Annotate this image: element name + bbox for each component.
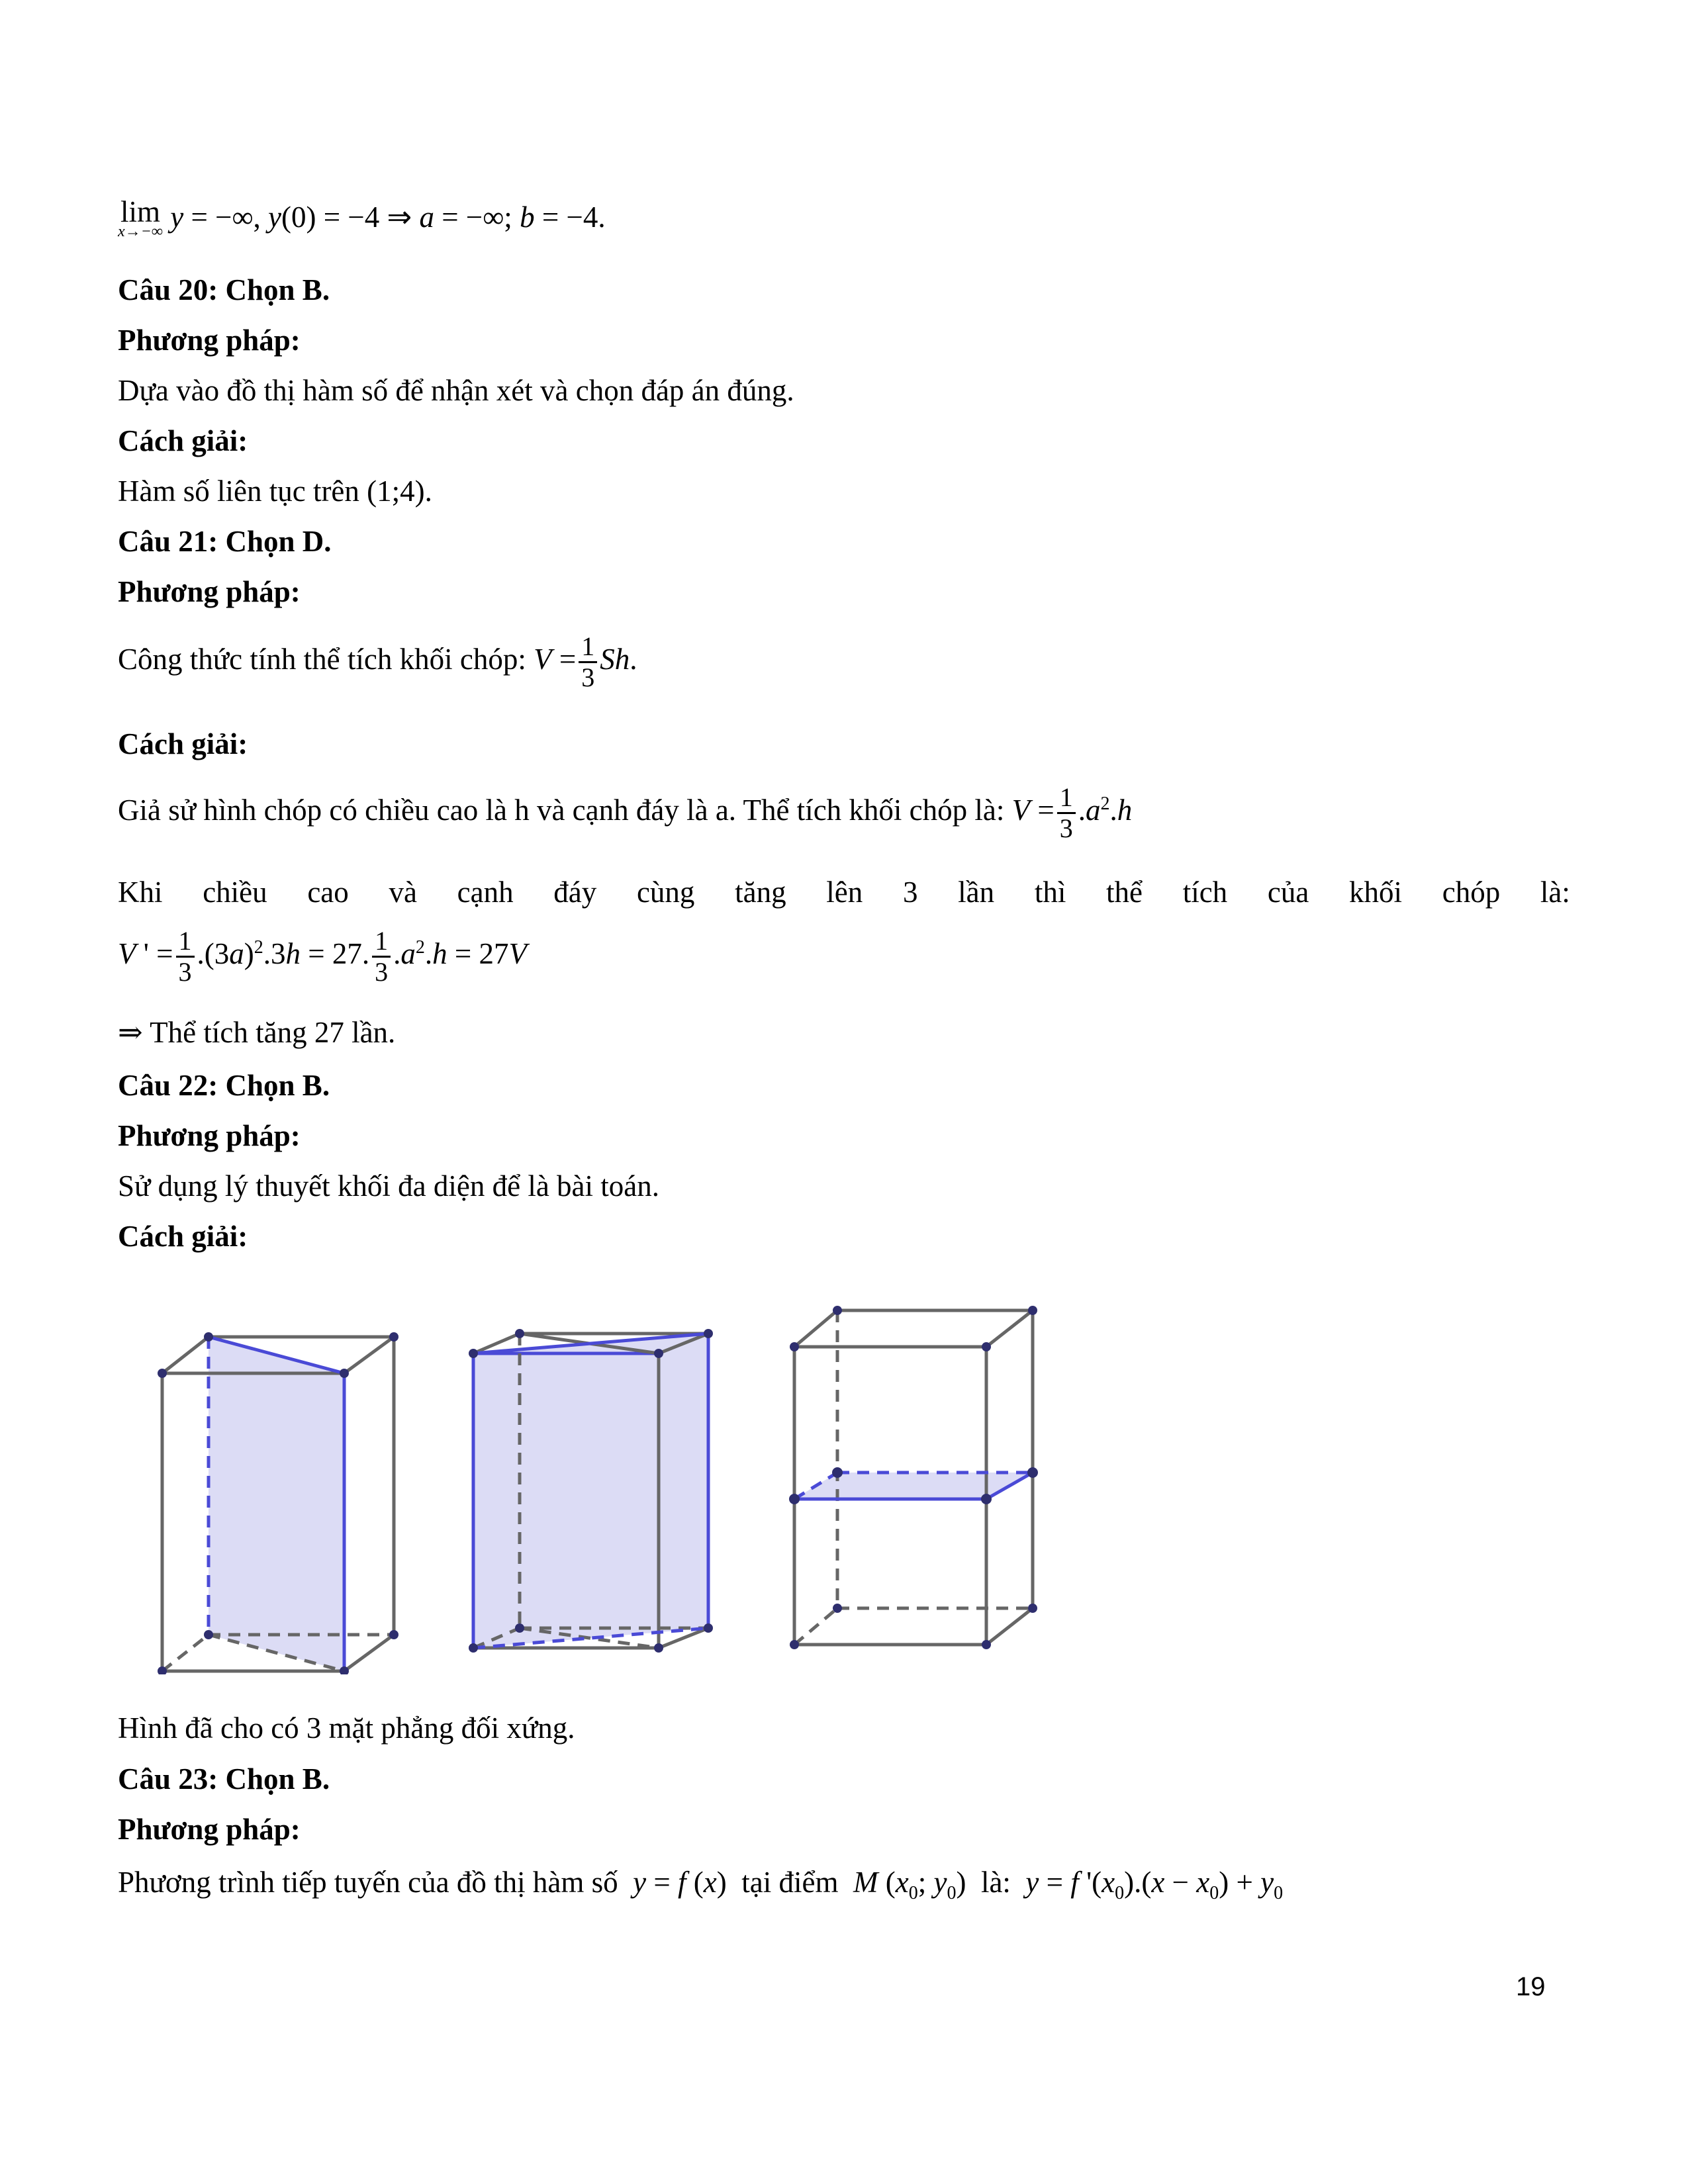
- method-21-heading: Phương pháp:: [118, 575, 301, 608]
- symmetry-planes-figure: [152, 1291, 1079, 1674]
- question-20-heading: Câu 20: Chọn B.: [118, 273, 330, 306]
- page-number: 19: [1516, 1972, 1546, 2001]
- method-22-heading: Phương pháp:: [118, 1119, 301, 1152]
- question-21-heading: Câu 21: Chọn D.: [118, 525, 332, 558]
- solution-21-justified-line: Khi chiều cao và cạnh đáy cùng tăng lên 3 lần thì thể tích của khối chóp là:: [118, 876, 1570, 909]
- prism-other-diagonal-plane: [469, 1329, 713, 1653]
- prism-diagonal-plane: [158, 1332, 399, 1674]
- solution-21-heading: Cách giải:: [118, 727, 248, 760]
- solution-20-heading: Cách giải:: [118, 424, 248, 457]
- limit-formula: lim x→−∞ y = −∞, y(0) = −4 ⇒ a = −∞; b = −4.: [118, 195, 606, 240]
- plane-fill: [473, 1334, 708, 1648]
- volume-formula: V ' = $\frac{1}{3}$ $.(3a)^2.3h = 27$. $\frac{1}{3}$ $.a^2.h = 27V$: [118, 926, 528, 987]
- solution-22-text: Hình đã cho có 3 mặt phẳng đối xứng.: [118, 1711, 575, 1745]
- method-20-heading: Phương pháp:: [118, 324, 301, 357]
- solution-21-result: ⇒ Thể tích tăng 27 lần.: [118, 1016, 396, 1049]
- solution-20-text: Hàm số liên tục trên (1;4).: [118, 475, 432, 508]
- solution-21-text: Giả sử hình chóp có chiều cao là h và cạnh đáy là a. Thể tích khối chóp là: V = $\frac{1}{3}$ $.a^2.h$: [118, 782, 1133, 843]
- method-20-text: Dựa vào đồ thị hàm số để nhận xét và chọn đáp án đúng.: [118, 374, 794, 407]
- method-22-text: Sử dụng lý thuyết khối đa diện để là bài toán.: [118, 1169, 659, 1203]
- method-23-heading: Phương pháp:: [118, 1813, 301, 1846]
- prism-horizontal-plane: [789, 1306, 1038, 1649]
- method-21-text: Công thức tính thể tích khối chóp: V = $\frac{1}{3}$ Sh.: [118, 631, 637, 692]
- solution-22-heading: Cách giải:: [118, 1220, 248, 1253]
- plane-fill: [209, 1337, 344, 1671]
- question-23-heading: Câu 23: Chọn B.: [118, 1762, 330, 1796]
- question-22-heading: Câu 22: Chọn B.: [118, 1069, 330, 1102]
- method-23-text: Phương trình tiếp tuyến của đồ thị hàm số y = f (x) tại điểm M ($x_0$; $y_0$) là: y = f '$(x_0).(x - x_0) + y_0$: [118, 1866, 1284, 1903]
